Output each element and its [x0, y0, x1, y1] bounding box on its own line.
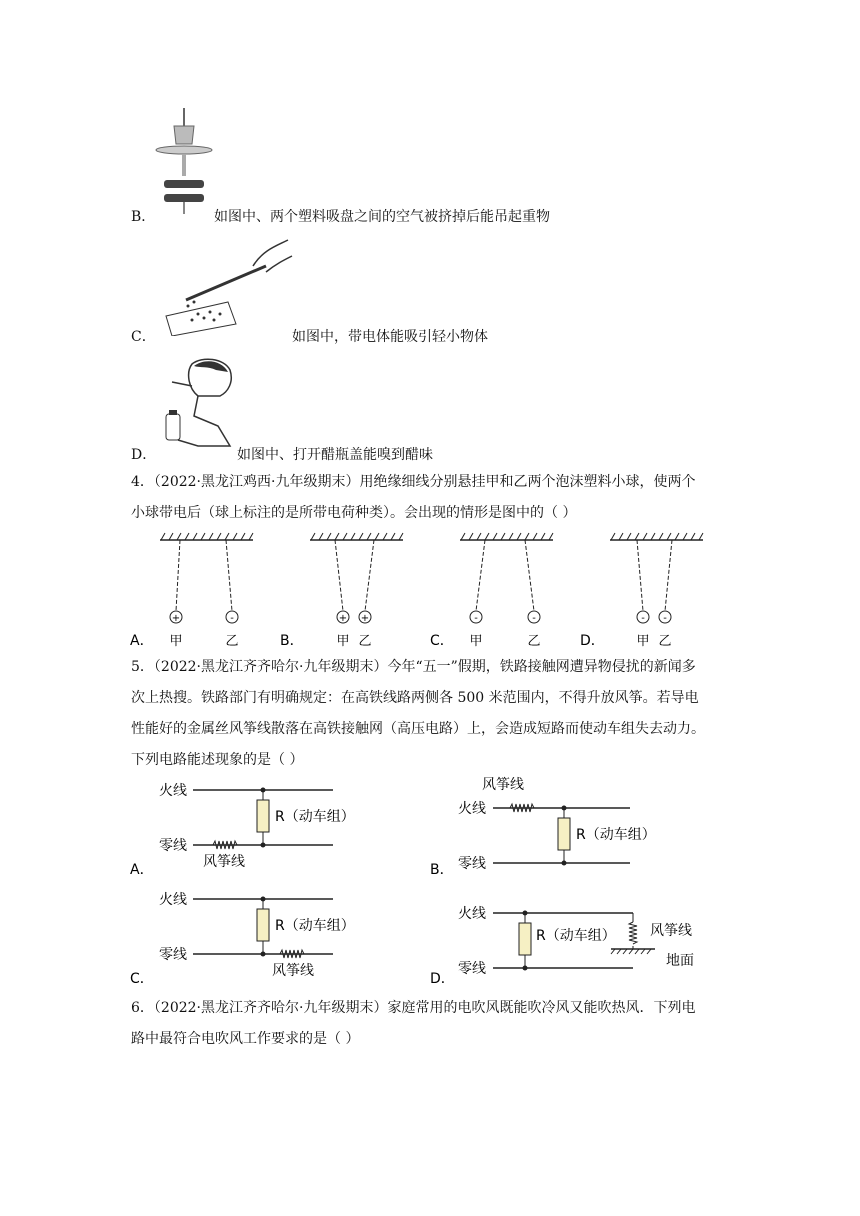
charge-c-right: - — [532, 613, 536, 624]
ball-label-jia: 甲 — [469, 634, 483, 649]
circuit-d — [430, 905, 694, 987]
charge-d-left: - — [641, 613, 645, 624]
live-wire-label: 火线 — [159, 892, 187, 908]
ball-label-jia: 甲 — [636, 634, 650, 649]
neutral-wire-label: 零线 — [458, 856, 486, 872]
question-4-number: 4． — [131, 474, 154, 490]
pith-ball-figures — [125, 530, 725, 655]
charge-a-left: + — [171, 613, 181, 624]
ball-label-jia: 甲 — [169, 634, 183, 649]
circuit-c — [130, 891, 355, 987]
ball-label-yi: 乙 — [527, 634, 541, 649]
live-wire-label: 火线 — [159, 783, 187, 799]
question-6-stem-1: 家庭常用的电吹风既能吹冷风又能吹热风．下列电 — [387, 1000, 696, 1016]
option-d-letter: D． — [131, 447, 157, 463]
suction-cup-illustration — [152, 106, 222, 216]
ball-label-jia: 甲 — [336, 634, 350, 649]
question-6-source: （2022·黑龙江齐齐哈尔·九年级期末） — [153, 1000, 388, 1016]
circuit-figures — [125, 775, 735, 990]
question-5 — [131, 652, 731, 776]
ground-label: 地面 — [666, 953, 694, 969]
question-4-stem-1: 用绝缘细线分别悬挂甲和乙两个泡沫塑料小球，使两个 — [359, 474, 696, 490]
option-b-label: B． — [280, 633, 304, 649]
resistor-label: R（动车组） — [275, 918, 355, 934]
live-wire-label: 火线 — [458, 801, 486, 817]
question-5-stem-4: 下列电路能述现象的是（ ） — [131, 752, 304, 768]
option-c-letter: C． — [131, 329, 156, 345]
vinegar-boy-illustration — [158, 356, 238, 456]
question-4-source: （2022·黑龙江鸡西·九年级期末） — [153, 474, 360, 490]
question-5-stem-2: 次上热搜。铁路部门有明确规定：在高铁线路两侧各 500 米范围内，不得升放风筝。若导电 — [131, 690, 699, 706]
question-4-stem-2: 小球带电后（球上标注的是所带电荷种类）。会出现的情形是图中的（ ） — [131, 505, 577, 521]
figure-a — [130, 533, 253, 649]
ball-label-yi: 乙 — [225, 634, 239, 649]
question-5-stem-1: 今年“五一”假期，铁路接触网遭异物侵扰的新闻多 — [387, 659, 696, 675]
figure-b — [280, 533, 403, 649]
charge-c-left: - — [474, 613, 478, 624]
charge-d-right: - — [663, 613, 667, 624]
option-d-label: D． — [430, 971, 455, 987]
question-6-number: 6． — [131, 1000, 154, 1016]
question-5-number: 5． — [131, 659, 154, 675]
question-6 — [131, 993, 731, 1055]
option-a-label: A． — [130, 633, 154, 649]
option-d-text: 如图中、打开醋瓶盖能嗅到醋味 — [237, 447, 433, 463]
option-a-label: A． — [130, 862, 154, 878]
live-wire-label: 火线 — [458, 906, 486, 922]
option-b-label: B． — [430, 862, 454, 878]
resistor-label: R（动车组） — [576, 827, 656, 843]
charged-rod-illustration — [158, 236, 293, 336]
figure-d — [580, 533, 703, 649]
figure-c — [430, 533, 553, 649]
option-c-label: C． — [430, 633, 454, 649]
kite-line-label: 风筝线 — [203, 854, 245, 870]
charge-b-right: + — [360, 613, 370, 624]
neutral-wire-label: 零线 — [159, 947, 187, 963]
resistor-label: R（动车组） — [536, 928, 616, 944]
option-b-text: 如图中、两个塑料吸盘之间的空气被挤掉后能吊起重物 — [214, 209, 550, 225]
kite-line-label: 风筝线 — [482, 777, 524, 793]
option-b-letter: B． — [131, 209, 156, 225]
question-4 — [131, 467, 731, 529]
kite-line-label: 风筝线 — [650, 923, 692, 939]
ball-label-yi: 乙 — [358, 634, 372, 649]
neutral-wire-label: 零线 — [159, 838, 187, 854]
circuit-a — [130, 782, 355, 878]
ball-label-yi: 乙 — [658, 634, 672, 649]
resistor-label: R（动车组） — [275, 809, 355, 825]
neutral-wire-label: 零线 — [458, 961, 486, 977]
option-c-label: C． — [130, 971, 154, 987]
charge-a-right: - — [230, 613, 234, 624]
circuit-b — [430, 776, 656, 878]
option-d-label: D． — [580, 633, 605, 649]
question-5-stem-3: 性能好的金属丝风筝线散落在高铁接触网（高压电路）上，会造成短路而使动车组失去动力。 — [131, 721, 705, 737]
charge-b-left: + — [338, 613, 348, 624]
kite-line-label: 风筝线 — [272, 963, 314, 979]
option-c-text: 如图中，带电体能吸引轻小物体 — [292, 329, 488, 345]
question-6-stem-2: 路中最符合电吹风工作要求的是（ ） — [131, 1031, 360, 1047]
question-5-source: （2022·黑龙江齐齐哈尔·九年级期末） — [153, 659, 388, 675]
